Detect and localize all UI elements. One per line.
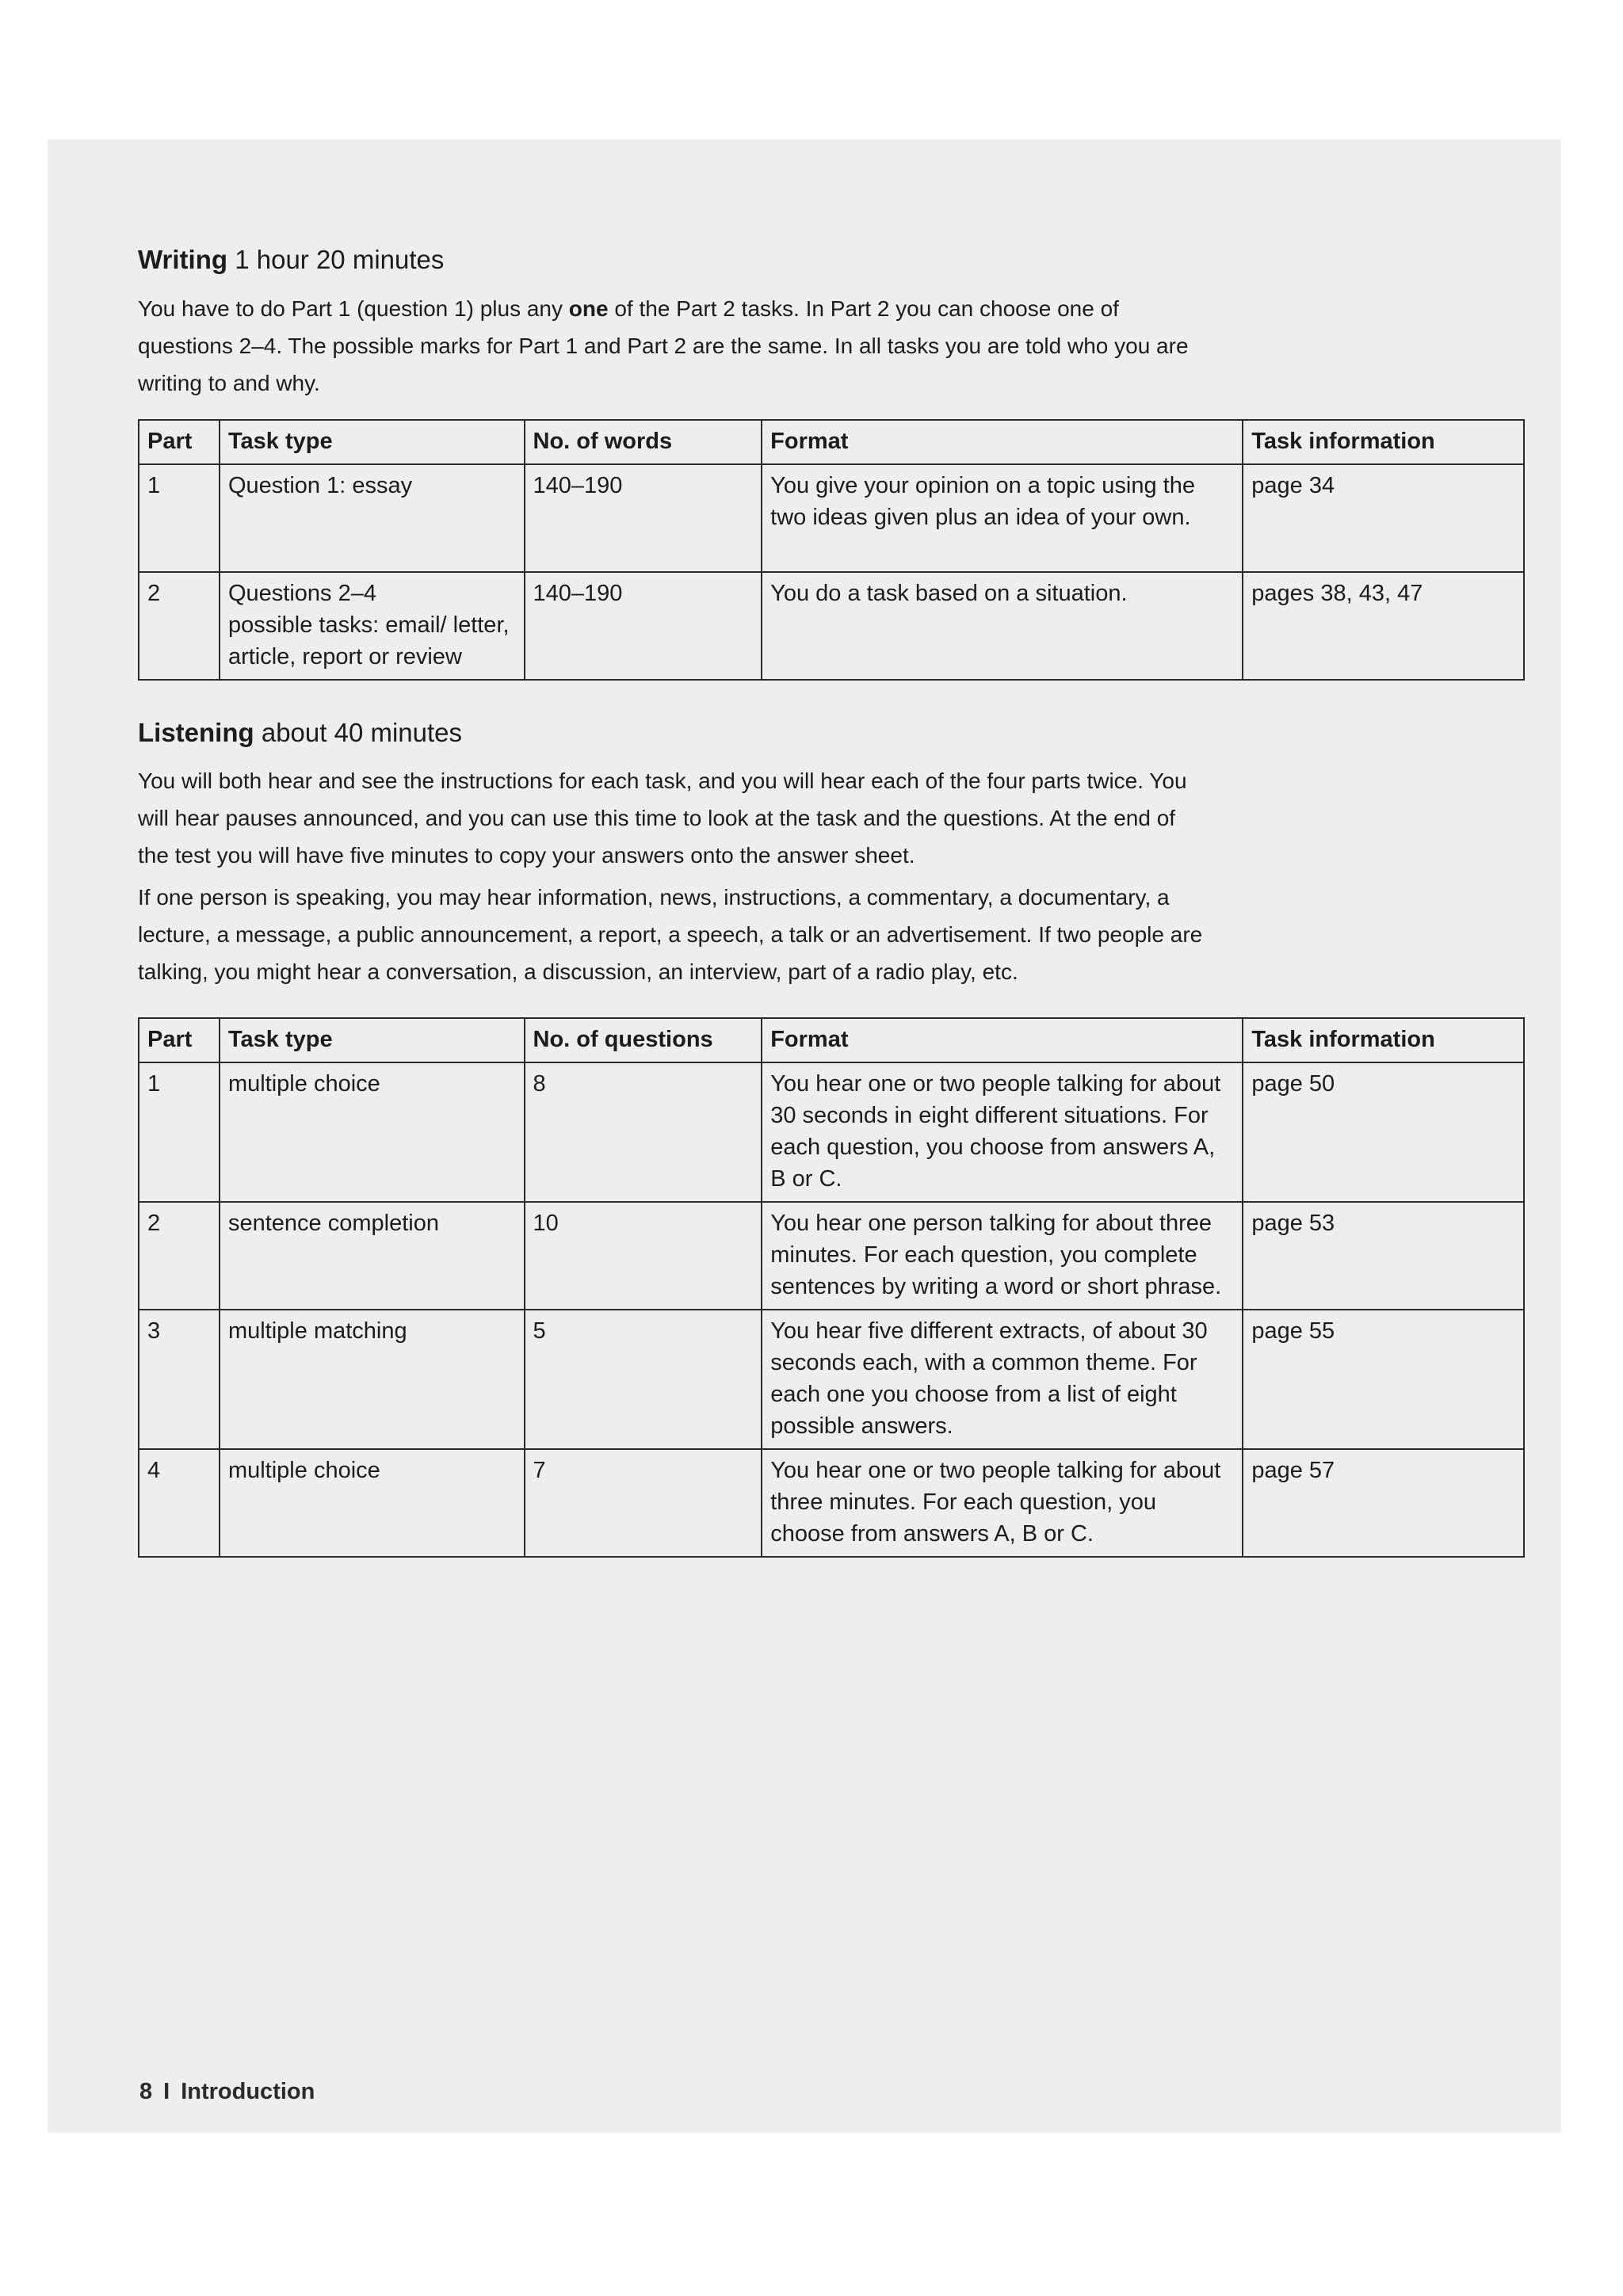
listening-table-header-row [139, 1018, 1524, 1062]
cell-info: page 34 [1243, 464, 1524, 572]
cell-count: 5 [525, 1310, 762, 1449]
cell-part: 1 [139, 464, 220, 572]
cell-task-type [220, 572, 525, 680]
cell-task-type: multiple matching [220, 1310, 525, 1449]
table-row [139, 1449, 1524, 1557]
page-footer [139, 2079, 315, 2105]
table-row [139, 464, 1524, 572]
task-type-line: possible tasks: email/ letter, article, report or review [227, 612, 510, 669]
table-row [139, 1062, 1524, 1202]
task-type-line: Questions 2–4 [227, 580, 376, 606]
cell-info: page 53 [1243, 1202, 1524, 1310]
header-no-of-words: No. of words [525, 420, 762, 464]
writing-intro [138, 290, 1208, 402]
header-task-type: Task type [220, 1018, 525, 1062]
page-content [138, 244, 1534, 1558]
cell-info: pages 38, 43, 47 [1243, 572, 1524, 680]
page-number: 8 [139, 2079, 153, 2104]
cell-task-type: multiple choice [220, 1449, 525, 1557]
writing-title: Writing [138, 245, 228, 274]
cell-part: 1 [139, 1062, 220, 1202]
cell-count: 140–190 [525, 464, 762, 572]
cell-count: 7 [525, 1449, 762, 1557]
cell-part: 3 [139, 1310, 220, 1449]
header-part: Part [139, 1018, 220, 1062]
cell-part: 2 [139, 1202, 220, 1310]
cell-info: page 55 [1243, 1310, 1524, 1449]
writing-duration: 1 hour 20 minutes [235, 245, 445, 274]
writing-intro-emphasis: one [568, 296, 609, 321]
cell-count: 140–190 [525, 572, 762, 680]
cell-task-type: sentence completion [220, 1202, 525, 1310]
cell-count: 10 [525, 1202, 762, 1310]
header-task-type: Task type [220, 420, 525, 464]
footer-section-name: Introduction [181, 2079, 315, 2104]
writing-table-header-row [139, 420, 1524, 464]
cell-format: You give your opinion on a topic using the two ideas given plus an idea of your own. [762, 464, 1243, 572]
listening-table [138, 1017, 1525, 1558]
header-format: Format [762, 1018, 1243, 1062]
header-part: Part [139, 420, 220, 464]
cell-info: page 50 [1243, 1062, 1524, 1202]
listening-duration: about 40 minutes [261, 717, 463, 747]
cell-task-type [220, 464, 525, 572]
header-format: Format [762, 420, 1243, 464]
listening-title: Listening [138, 717, 254, 747]
cell-part: 4 [139, 1449, 220, 1557]
cell-format: You hear five different extracts, of about 30 seconds each, with a common theme. For each one you choose from a list of eight possible answers. [762, 1310, 1243, 1449]
cell-count: 8 [525, 1062, 762, 1202]
header-task-information: Task information [1243, 420, 1524, 464]
task-type-line: Question 1: essay [227, 472, 413, 498]
writing-heading [138, 244, 1534, 276]
footer-separator: I [163, 2079, 170, 2104]
cell-format: You hear one or two people talking for about three minutes. For each question, you choose from answers A, B or C. [762, 1449, 1243, 1557]
cell-format: You do a task based on a situation. [762, 572, 1243, 680]
listening-heading [138, 717, 1534, 749]
cell-task-type: multiple choice [220, 1062, 525, 1202]
table-row [139, 572, 1524, 680]
header-task-information: Task information [1243, 1018, 1524, 1062]
writing-table [138, 419, 1525, 681]
cell-info: page 57 [1243, 1449, 1524, 1557]
listening-para-1: You will both hear and see the instructions for each task, and you will hear each of the four parts twice. You will hear pauses announced, and you can use this time to look at the task and the questions. At the end of the test you will have five minutes to copy your answers onto the answer sheet. [138, 769, 1187, 868]
cell-format: You hear one or two people talking for about 30 seconds in eight different situations. For each question, you choose from answers A, B or C. [762, 1062, 1243, 1202]
listening-para-2: If one person is speaking, you may hear information, news, instructions, a commentary, a documentary, a lecture, a message, a public announcement, a report, a speech, a talk or an advertisement. If two people are talking, you might hear a conversation, a discussion, an interview, part of a radio play, etc. [138, 885, 1203, 985]
table-row [139, 1310, 1524, 1449]
writing-intro-text-2: of the Part 2 tasks. In Part 2 you can choose one of questions 2–4. The possible marks for Part 1 and Part 2 are the same. In all tasks you are told who you are writing to and why. [138, 296, 1189, 395]
cell-part: 2 [139, 572, 220, 680]
cell-format: You hear one person talking for about three minutes. For each question, you complete sentences by writing a word or short phrase. [762, 1202, 1243, 1310]
table-row [139, 1202, 1524, 1310]
header-no-of-questions: No. of questions [525, 1018, 762, 1062]
writing-intro-text-1: You have to do Part 1 (question 1) plus any [138, 296, 569, 321]
